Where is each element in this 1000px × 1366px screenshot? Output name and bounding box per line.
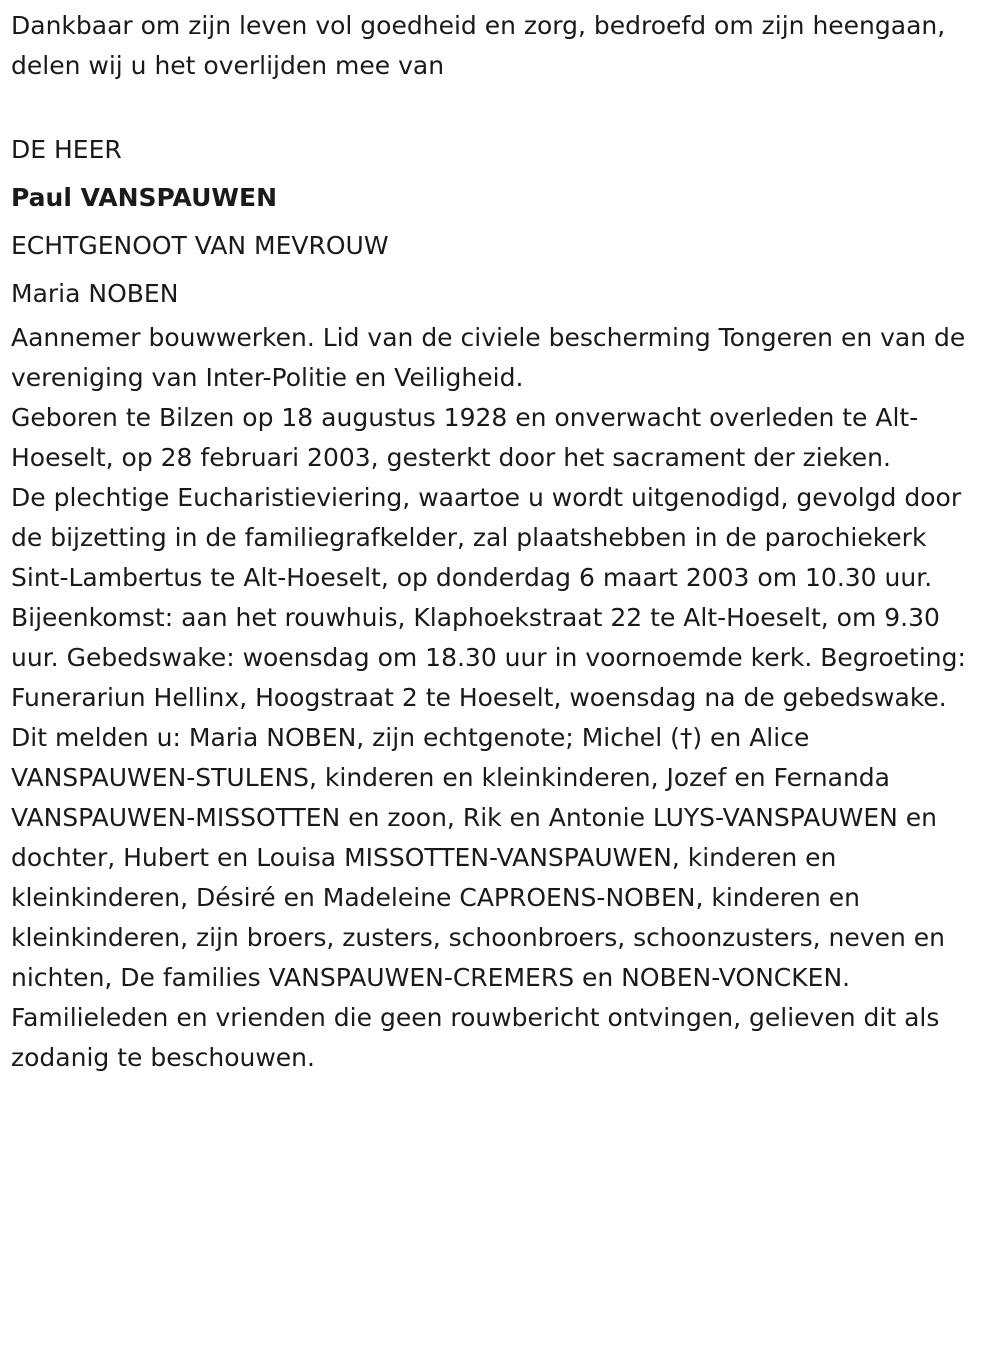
- birth-death-paragraph: Geboren te Bilzen op 18 augustus 1928 en onverwacht overleden te Alt-Hoeselt, op 28 februari 2003, gesterkt door het sacrament der zieken.: [11, 403, 919, 472]
- obituary-document: [11, 6, 991, 1078]
- spouse-name: Maria NOBEN: [11, 279, 179, 308]
- closing-paragraph: Familieleden en vrienden die geen rouwbericht ontvingen, gelieven dit als zodanig te beschouwen.: [11, 1003, 940, 1072]
- spacer: [11, 86, 991, 126]
- occupation-paragraph: Aannemer bouwwerken. Lid van de civiele bescherming Tongeren en van de vereniging van Inter-Politie en Veiligheid.: [11, 323, 966, 392]
- spouse-label: ECHTGENOOT VAN MEVROUW: [11, 231, 389, 260]
- family-paragraph: Dit melden u: Maria NOBEN, zijn echtgenote; Michel (†) en Alice VANSPAUWEN-STULENS, kinderen en kleinkinderen, Jozef en Fernanda VANSPAUWEN-MISSOTTEN en zoon, Rik en Antonie LUYS-VANSPAUWEN en dochter, Hubert en Louisa MISSOTTEN-VANSPAUWEN, kinderen en kleinkinderen, Désiré en Madeleine CAPROENS-NOBEN, kinderen en kleinkinderen, zijn broers, zusters, schoonbroers, schoonzusters, neven en nichten, De families VANSPAUWEN-CREMERS en NOBEN-VONCKEN.: [11, 723, 945, 992]
- deceased-name: Paul VANSPAUWEN: [11, 183, 278, 212]
- ceremony-paragraph: De plechtige Eucharistieviering, waartoe u wordt uitgenodigd, gevolgd door de bijzetting in de familiegrafkelder, zal plaatshebben in de parochiekerk Sint-Lambertus te Alt-Hoeselt, op donderdag 6 maart 2003 om 10.30 uur. Bijeenkomst: aan het rouwhuis, Klaphoekstraat 22 te Alt-Hoeselt, om 9.30 uur. Gebedswake: woensdag om 18.30 uur in voornoemde kerk. Begroeting: Funerariun Hellinx, Hoogstraat 2 te Hoeselt, woensdag na de gebedswake.: [11, 483, 966, 712]
- title-label: DE HEER: [11, 135, 122, 164]
- intro-text: Dankbaar om zijn leven vol goedheid en zorg, bedroefd om zijn heengaan, delen wij u het overlijden mee van: [11, 11, 946, 80]
